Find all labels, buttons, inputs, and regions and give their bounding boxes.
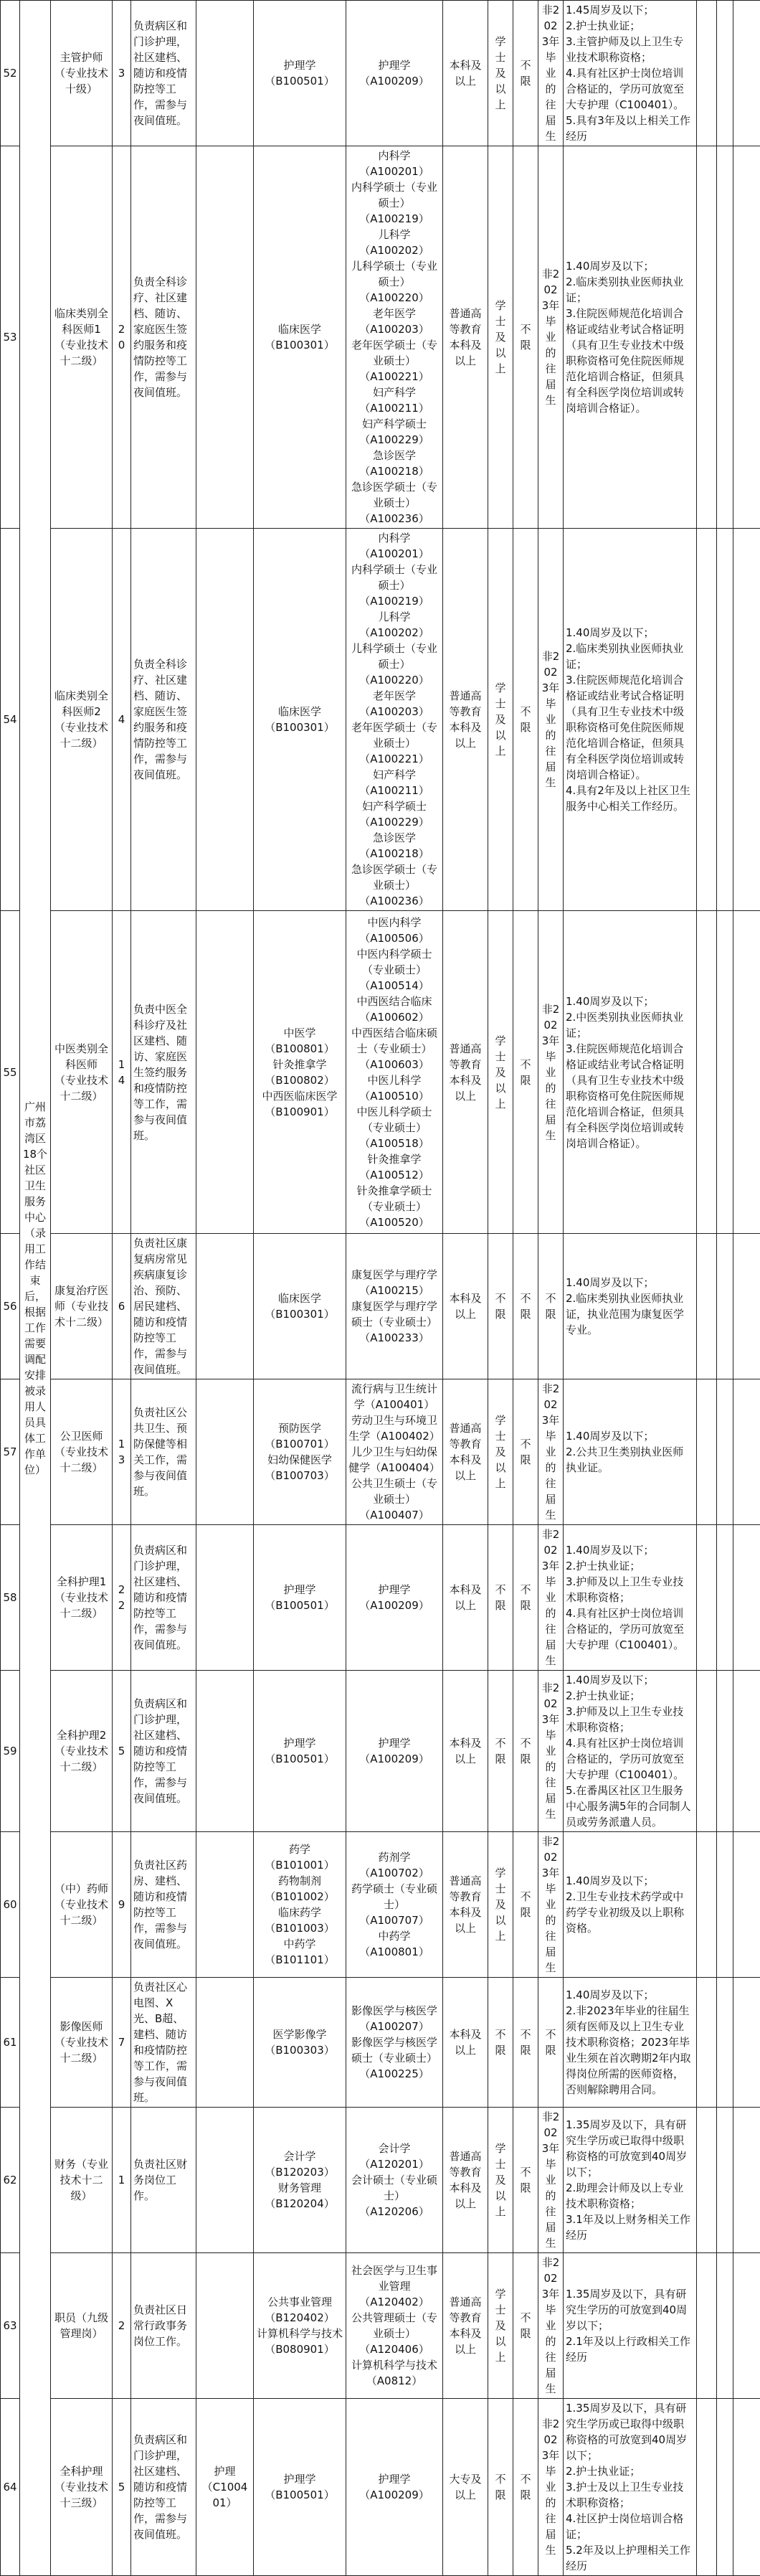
blank-cell-1 xyxy=(697,1,717,146)
blank-cell-3 xyxy=(733,146,760,529)
target-cell: 非2023年毕业的往届生 xyxy=(538,1379,564,1525)
post-name-cell: 影像医师 （专业技术十二级） xyxy=(51,1978,113,2108)
major-bachelor-cell: 临床医学 （B100301） xyxy=(254,1234,346,1379)
major-postgraduate-cell: 影像医学与核医学 （A100207） 影像医学与核医学硕士（专业硕士） （A100225） xyxy=(346,1978,443,2108)
table-row xyxy=(1,1978,760,2108)
degree-cell: 学士及以上 xyxy=(488,1,513,146)
blank-cell-3 xyxy=(733,529,760,911)
target-cell: 非2023年毕业的往届生 xyxy=(538,1832,564,1978)
blank-cell-1 xyxy=(697,1234,717,1379)
blank-cell-1 xyxy=(697,1379,717,1525)
requirements-cell: 1.40周岁及以下； 2.公共卫生类别执业医师执业证。 xyxy=(564,1379,697,1525)
recruit-count-cell: 2 xyxy=(113,2253,131,2399)
education-cell: 本科及以上 xyxy=(443,1978,488,2108)
major-bachelor-cell: 医学影像学 （B100303） xyxy=(254,1978,346,2108)
requirements-cell: 1.35周岁及以下，具有研究生学历或已取得中级职称资格的可放宽到40周岁以下； 2.护士执业证； 3.护士及以上卫生专业技术职称资格； 4.社区护士岗位培训合格证； 5.2年及以上护理相关工作经历 xyxy=(564,2399,697,2576)
table-row xyxy=(1,1525,760,1671)
age-limit-cell: 不限 xyxy=(513,911,538,1234)
blank-cell-3 xyxy=(733,2253,760,2399)
recruit-count-cell: 3 xyxy=(113,1,131,146)
education-cell: 本科及以上 xyxy=(443,1525,488,1671)
blank-cell-3 xyxy=(733,1379,760,1525)
recruit-count-cell: 22 xyxy=(113,1525,131,1671)
age-limit-cell: 不限 xyxy=(513,1978,538,2108)
degree-cell: 不限 xyxy=(488,1978,513,2108)
table-row xyxy=(1,2108,760,2253)
blank-cell-3 xyxy=(733,911,760,1234)
blank-cell-2 xyxy=(717,1978,733,2108)
age-limit-cell: 不限 xyxy=(513,1525,538,1671)
recruit-count-cell: 4 xyxy=(113,529,131,911)
major-bachelor-cell: 中医学 （B100801） 针灸推拿学 （B100802） 中西医临床医学 （B100901） xyxy=(254,911,346,1234)
blank-cell-3 xyxy=(733,1234,760,1379)
row-number-cell: 57 xyxy=(1,1379,20,1525)
blank-cell-1 xyxy=(697,2399,717,2576)
major-postgraduate-cell: 会计学 （A120201） 会计硕士（专业硕士） （A120206） xyxy=(346,2108,443,2253)
education-cell: 普通高等教育本科及以上 xyxy=(443,146,488,529)
age-limit-cell: 不限 xyxy=(513,529,538,911)
blank-cell-2 xyxy=(717,529,733,911)
post-duty-cell: 负责社区康复病房常见疾病康复诊治、预防、居民建档、随访和疫情防控等工作，需参与夜间值班。 xyxy=(131,1234,196,1379)
major-postgraduate-cell: 内科学 （A100201） 内科学硕士（专业硕士） （A100219） 儿科学 （A100202） 儿科学硕士（专业硕士） （A100220） 老年医学 （A100203） 老年医学硕士（专业硕士） （A100221） 妇产科学 （A100211） 妇产科学硕士 （A100229） 急诊医学 （A100218） 急诊医学硕士（专业硕士） （A100236） xyxy=(346,146,443,529)
employer-unit-cell: 广州市荔湾区18个社区卫生服务中心（录用工作结束后，根据工作需要调配安排被录用人员具体工作单位） xyxy=(20,1,51,2576)
age-limit-cell: 不限 xyxy=(513,1671,538,1832)
post-duty-cell: 负责病区和门诊护理，社区建档、随访和疫情防控等工作，需参与夜间值班。 xyxy=(131,1,196,146)
age-limit-cell: 不限 xyxy=(513,1234,538,1379)
post-name-cell: 主管护师 （专业技术十级） xyxy=(51,1,113,146)
requirements-cell: 1.35周岁及以下，具有研究生学历的可放宽到40周岁以下； 2.1年及以上行政相关工作经历 xyxy=(564,2253,697,2399)
degree-cell: 不限 xyxy=(488,1671,513,1832)
requirements-cell: 1.40周岁及以下； 2.非2023年毕业的往届生须有医师及以上卫生专业技术职称资格；2023年毕业生须在首次聘期2年内取得岗位所需的医师资格，否则解除聘用合同。 xyxy=(564,1978,697,2108)
blank-cell-2 xyxy=(717,2399,733,2576)
blank-cell-2 xyxy=(717,911,733,1234)
age-limit-cell: 不限 xyxy=(513,1379,538,1525)
requirements-cell: 1.40周岁及以下； 2.临床类别执业医师执业证，执业范围为康复医学专业。 xyxy=(564,1234,697,1379)
blank-cell-3 xyxy=(733,1832,760,1978)
education-cell: 本科及以上 xyxy=(443,1671,488,1832)
education-cell: 本科及以上 xyxy=(443,1234,488,1379)
table-row xyxy=(1,2253,760,2399)
post-name-cell: 公卫医师 （专业技术十二级） xyxy=(51,1379,113,1525)
degree-cell: 学士及以上 xyxy=(488,911,513,1234)
target-cell: 不限 xyxy=(538,1978,564,2108)
recruit-count-cell: 14 xyxy=(113,911,131,1234)
age-limit-cell: 不限 xyxy=(513,1,538,146)
major-bachelor-cell: 会计学 （B120203） 财务管理 （B120204） xyxy=(254,2108,346,2253)
table-row xyxy=(1,1671,760,1832)
table-row xyxy=(1,1379,760,1525)
blank-cell-1 xyxy=(697,1832,717,1978)
major-college-cell xyxy=(196,1525,254,1671)
major-bachelor-cell: 药学 （B101001） 药物制剂 （B101002） 临床药学 （B101003） 中药学 （B101101） xyxy=(254,1832,346,1978)
major-college-cell xyxy=(196,146,254,529)
major-bachelor-cell: 临床医学 （B100301） xyxy=(254,146,346,529)
blank-cell-3 xyxy=(733,1525,760,1671)
age-limit-cell: 不限 xyxy=(513,2399,538,2576)
blank-cell-2 xyxy=(717,2253,733,2399)
post-duty-cell: 负责社区药房、建档、随访和疫情防控等工作，需参与夜间值班。 xyxy=(131,1832,196,1978)
requirements-cell: 1.40周岁及以下； 2.护士执业证； 3.护师及以上卫生专业技术职称资格； 4.具有社区护士岗位培训合格证的，学历可放宽至大专护理（C100401）。 xyxy=(564,1525,697,1671)
blank-cell-3 xyxy=(733,1978,760,2108)
target-cell: 非2023年毕业的往届生 xyxy=(538,911,564,1234)
blank-cell-3 xyxy=(733,1671,760,1832)
post-duty-cell: 负责病区和门诊护理，社区建档、随访和疫情防控等工作，需参与夜间值班。 xyxy=(131,2399,196,2576)
major-college-cell xyxy=(196,911,254,1234)
post-name-cell: 全科护理 （专业技术十三级） xyxy=(51,2399,113,2576)
blank-cell-2 xyxy=(717,2108,733,2253)
table-row xyxy=(1,146,760,529)
post-name-cell: 康复治疗医师（专业技术十二级） xyxy=(51,1234,113,1379)
row-number-cell: 52 xyxy=(1,1,20,146)
blank-cell-3 xyxy=(733,2108,760,2253)
major-bachelor-cell: 护理学 （B100501） xyxy=(254,1525,346,1671)
table-row xyxy=(1,1,760,146)
blank-cell-1 xyxy=(697,2253,717,2399)
major-college-cell xyxy=(196,2108,254,2253)
recruit-count-cell: 1 xyxy=(113,2108,131,2253)
table-row xyxy=(1,529,760,911)
degree-cell: 学士及以上 xyxy=(488,2253,513,2399)
major-college-cell xyxy=(196,1832,254,1978)
major-bachelor-cell: 公共事业管理 （B120402） 计算机科学与技术 （B080901） xyxy=(254,2253,346,2399)
blank-cell-1 xyxy=(697,1525,717,1671)
blank-cell-1 xyxy=(697,1671,717,1832)
post-duty-cell: 负责全科诊疗、社区建档、随访、家庭医生签约服务和疫情防控等工作，需参与夜间值班。 xyxy=(131,529,196,911)
row-number-cell: 62 xyxy=(1,2108,20,2253)
major-college-cell xyxy=(196,1671,254,1832)
major-postgraduate-cell: 护理学 （A100209） xyxy=(346,1,443,146)
major-college-cell xyxy=(196,2253,254,2399)
major-bachelor-cell: 护理学 （B100501） xyxy=(254,2399,346,2576)
recruit-count-cell: 6 xyxy=(113,1234,131,1379)
age-limit-cell: 不限 xyxy=(513,2253,538,2399)
requirements-cell: 1.40周岁及以下； 2.中医类别执业医师执业证； 3.住院医师规范化培训合格证或结业考试合格证明（具有卫生专业技术中级职称资格可免住院医师规范化培训合格证，但须具有全科医学岗位培训或转岗培训合格证）。 xyxy=(564,911,697,1234)
degree-cell: 学士及以上 xyxy=(488,146,513,529)
recruit-count-cell: 13 xyxy=(113,1379,131,1525)
requirements-cell: 1.45周岁及以下； 2.护士执业证； 3.主管护师及以上卫生专业技术职称资格； 4.具有社区护士岗位培训合格证的，学历可放宽至大专护理（C100401）。 5.具有3年及以上相关工作经历 xyxy=(564,1,697,146)
blank-cell-1 xyxy=(697,1978,717,2108)
row-number-cell: 64 xyxy=(1,2399,20,2576)
post-name-cell: 职员（九级管理岗） xyxy=(51,2253,113,2399)
degree-cell: 学士及以上 xyxy=(488,1832,513,1978)
target-cell: 非2023年毕业的往届生 xyxy=(538,1525,564,1671)
major-college-cell xyxy=(196,1234,254,1379)
post-duty-cell: 负责社区心电图、X光、B超、建档、随访和疫情防控等工作，需参与夜间值班。 xyxy=(131,1978,196,2108)
post-duty-cell: 负责社区日常行政事务岗位工作。 xyxy=(131,2253,196,2399)
post-name-cell: 临床类别全科医师1 （专业技术十二级） xyxy=(51,146,113,529)
major-bachelor-cell: 预防医学 （B100701） 妇幼保健医学 （B100703） xyxy=(254,1379,346,1525)
target-cell: 非2023年毕业的往届生 xyxy=(538,2399,564,2576)
target-cell: 非2023年毕业的往届生 xyxy=(538,2253,564,2399)
degree-cell: 不限 xyxy=(488,1525,513,1671)
table-body xyxy=(1,1,760,2576)
recruit-count-cell: 5 xyxy=(113,2399,131,2576)
major-college-cell xyxy=(196,1379,254,1525)
target-cell: 非2023年毕业的往届生 xyxy=(538,1,564,146)
post-name-cell: 中医类别全科医师 （专业技术十二级） xyxy=(51,911,113,1234)
row-number-cell: 54 xyxy=(1,529,20,911)
education-cell: 本科及以上 xyxy=(443,1,488,146)
blank-cell-2 xyxy=(717,1379,733,1525)
blank-cell-3 xyxy=(733,2399,760,2576)
age-limit-cell: 不限 xyxy=(513,146,538,529)
row-number-cell: 55 xyxy=(1,911,20,1234)
target-cell: 非2023年毕业的往届生 xyxy=(538,1671,564,1832)
major-postgraduate-cell: 中医内科学 （A100506） 中医内科学硕士（专业硕士） （A100514） 中西医结合临床 （A100602） 中西医结合临床硕士（专业硕士） （A100603） 中医儿科学 （A100510） 中医儿科学硕士（专业硕士） （A100518） 针灸推拿学 （A100512） 针灸推拿学硕士（专业硕士） （A100520） xyxy=(346,911,443,1234)
requirements-cell: 1.40周岁及以下； 2.临床类别执业医师执业证； 3.住院医师规范化培训合格证或结业考试合格证明（具有卫生专业技术中级职称资格可免住院医师规范化培训合格证，但须具有全科医学岗位培训或转岗培训合格证）。 xyxy=(564,146,697,529)
target-cell: 不限 xyxy=(538,1234,564,1379)
blank-cell-3 xyxy=(733,1,760,146)
row-number-cell: 61 xyxy=(1,1978,20,2108)
post-duty-cell: 负责病区和门诊护理，社区建档、随访和疫情防控等工作，需参与夜间值班。 xyxy=(131,1671,196,1832)
table-row xyxy=(1,1832,760,1978)
recruit-count-cell: 20 xyxy=(113,146,131,529)
blank-cell-2 xyxy=(717,1,733,146)
blank-cell-2 xyxy=(717,1671,733,1832)
degree-cell: 学士及以上 xyxy=(488,2108,513,2253)
post-duty-cell: 负责中医全科诊疗及社区建档、随访、家庭医生签约服务和疫情防控等工作，需参与夜间值班。 xyxy=(131,911,196,1234)
blank-cell-1 xyxy=(697,2108,717,2253)
post-name-cell: （中）药师 （专业技术十二级） xyxy=(51,1832,113,1978)
post-duty-cell: 负责全科诊疗、社区建档、随访、家庭医生签约服务和疫情防控等工作，需参与夜间值班。 xyxy=(131,146,196,529)
recruit-count-cell: 7 xyxy=(113,1978,131,2108)
major-college-cell xyxy=(196,1,254,146)
education-cell: 普通高等教育本科及以上 xyxy=(443,529,488,911)
blank-cell-2 xyxy=(717,1525,733,1671)
row-number-cell: 56 xyxy=(1,1234,20,1379)
blank-cell-1 xyxy=(697,529,717,911)
education-cell: 普通高等教育本科及以上 xyxy=(443,2253,488,2399)
post-name-cell: 临床类别全科医师2 （专业技术十二级） xyxy=(51,529,113,911)
post-name-cell: 全科护理1 （专业技术十二级） xyxy=(51,1525,113,1671)
blank-cell-1 xyxy=(697,911,717,1234)
blank-cell-1 xyxy=(697,146,717,529)
major-bachelor-cell: 临床医学 （B100301） xyxy=(254,529,346,911)
major-postgraduate-cell: 护理学 （A100209） xyxy=(346,1671,443,1832)
major-postgraduate-cell: 药剂学 （A100702） 药学硕士（专业硕士） （A100707） 中药学 （A100801） xyxy=(346,1832,443,1978)
post-name-cell: 全科护理2 （专业技术十二级） xyxy=(51,1671,113,1832)
major-bachelor-cell: 护理学 （B100501） xyxy=(254,1,346,146)
row-number-cell: 59 xyxy=(1,1671,20,1832)
major-bachelor-cell: 护理学 （B100501） xyxy=(254,1671,346,1832)
degree-cell: 学士及以上 xyxy=(488,1379,513,1525)
row-number-cell: 58 xyxy=(1,1525,20,1671)
blank-cell-2 xyxy=(717,1832,733,1978)
education-cell: 普通高等教育本科及以上 xyxy=(443,911,488,1234)
age-limit-cell: 不限 xyxy=(513,1832,538,1978)
table-row xyxy=(1,911,760,1234)
target-cell: 非2023年毕业的往届生 xyxy=(538,2108,564,2253)
major-postgraduate-cell: 内科学 （A100201） 内科学硕士（专业硕士） （A100219） 儿科学 （A100202） 儿科学硕士（专业硕士） （A100220） 老年医学 （A100203） 老年医学硕士（专业硕士） （A100221） 妇产科学 （A100211） 妇产科学硕士 （A100229） 急诊医学 （A100218） 急诊医学硕士（专业硕士） （A100236） xyxy=(346,529,443,911)
degree-cell: 不限 xyxy=(488,1234,513,1379)
requirements-cell: 1.40周岁及以下； 2.临床类别执业医师执业证； 3.住院医师规范化培训合格证或结业考试合格证明（具有卫生专业技术中级职称资格可免住院医师规范化培训合格证，但须具有全科医学岗位培训或转岗培训合格证）。 4.具有2年及以上社区卫生服务中心相关工作经历。 xyxy=(564,529,697,911)
education-cell: 大专及以上 xyxy=(443,2399,488,2576)
table-row xyxy=(1,2399,760,2576)
major-college-cell xyxy=(196,1978,254,2108)
major-college-cell: 护理 （C100401） xyxy=(196,2399,254,2576)
requirements-cell: 1.40周岁及以下； 2.卫生专业技术药学或中药学专业初级及以上职称资格。 xyxy=(564,1832,697,1978)
blank-cell-2 xyxy=(717,146,733,529)
post-duty-cell: 负责社区财务岗位工作。 xyxy=(131,2108,196,2253)
row-number-cell: 60 xyxy=(1,1832,20,1978)
major-postgraduate-cell: 流行病与卫生统计学（A100401） 劳动卫生与环境卫生学（A100402） 儿少卫生与妇幼保健学（A100404） 公共卫生硕士（专业硕士） （A100407） xyxy=(346,1379,443,1525)
table-row xyxy=(1,1234,760,1379)
education-cell: 普通高等教育本科及以上 xyxy=(443,2108,488,2253)
major-postgraduate-cell: 社会医学与卫生事业管理 （A120402） 公共管理硕士（专业硕士） （A120406） 计算机科学与技术 （A0812） xyxy=(346,2253,443,2399)
post-duty-cell: 负责社区公共卫生、预防保健等相关工作，需参与夜间值班。 xyxy=(131,1379,196,1525)
requirements-cell: 1.40周岁及以下； 2.护士执业证； 3.护师及以上卫生专业技术职称资格； 4.具有社区护士岗位培训合格证的，学历可放宽至大专护理（C100401）。 5.在番禺区社区卫生服务中心服务满5年的合同制人员或劳务派遣人员。 xyxy=(564,1671,697,1832)
age-limit-cell: 不限 xyxy=(513,2108,538,2253)
major-college-cell xyxy=(196,529,254,911)
row-number-cell: 53 xyxy=(1,146,20,529)
target-cell: 非2023年毕业的往届生 xyxy=(538,529,564,911)
row-number-cell: 63 xyxy=(1,2253,20,2399)
education-cell: 普通高等教育本科及以上 xyxy=(443,1379,488,1525)
degree-cell: 不限 xyxy=(488,2399,513,2576)
blank-cell-2 xyxy=(717,1234,733,1379)
target-cell: 非2023年毕业的往届生 xyxy=(538,146,564,529)
major-postgraduate-cell: 康复医学与理疗学 （A100215） 康复医学与理疗学硕士（专业硕士） （A100233） xyxy=(346,1234,443,1379)
post-duty-cell: 负责病区和门诊护理，社区建档、随访和疫情防控等工作，需参与夜间值班。 xyxy=(131,1525,196,1671)
major-postgraduate-cell: 护理学 （A100209） xyxy=(346,1525,443,1671)
recruit-count-cell: 9 xyxy=(113,1832,131,1978)
post-name-cell: 财务（专业技术十二级） xyxy=(51,2108,113,2253)
degree-cell: 学士及以上 xyxy=(488,529,513,911)
education-cell: 普通高等教育本科及以上 xyxy=(443,1832,488,1978)
requirements-cell: 1.35周岁及以下，具有研究生学历或已取得中级职称资格的可放宽到40周岁以下； 2.助理会计师及以上专业技术职称资格； 3.1年及以上财务相关工作经历 xyxy=(564,2108,697,2253)
major-postgraduate-cell: 护理学 （A100209） xyxy=(346,2399,443,2576)
recruit-count-cell: 5 xyxy=(113,1671,131,1832)
